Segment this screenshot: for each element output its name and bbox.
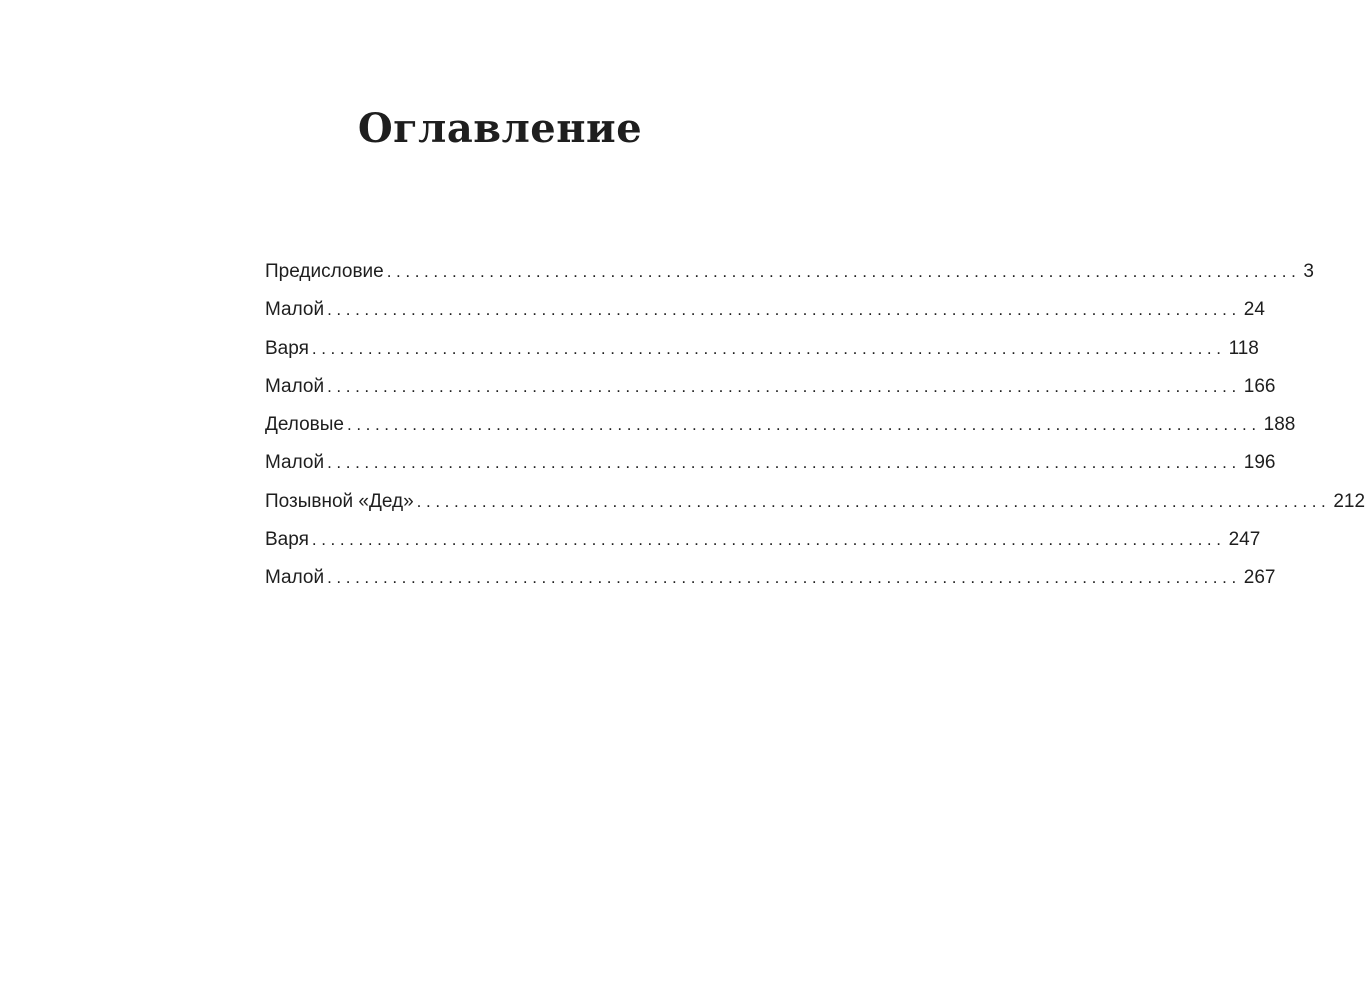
toc-entry-title: Деловые [265, 414, 344, 436]
toc-dot-leader: .................................................................................................. [327, 453, 1241, 473]
toc-entry-delovye[interactable] [265, 410, 1296, 448]
table-of-contents [265, 257, 1365, 602]
toc-entry-page: 212 [1333, 490, 1365, 512]
toc-entry-title: Малой [265, 375, 325, 397]
toc-dot-leader: .................................................................................................. [311, 338, 1226, 358]
toc-dot-leader: .................................................................................................. [327, 568, 1241, 588]
toc-dot-leader: .................................................................................................. [386, 262, 1301, 281]
toc-entry-page: 3 [1303, 261, 1314, 282]
toc-dot-leader: .................................................................................................. [327, 300, 1241, 320]
toc-entry-page: 247 [1228, 529, 1261, 551]
toc-entry-page: 166 [1243, 375, 1276, 397]
toc-entry-varya-1[interactable] [265, 334, 1259, 372]
toc-entry-maloy-4[interactable] [265, 563, 1276, 601]
toc-entry-varya-2[interactable] [265, 525, 1261, 563]
toc-entry-page: 267 [1243, 567, 1276, 589]
toc-entry-title: Малой [265, 299, 325, 321]
toc-entry-maloy-2[interactable] [265, 372, 1276, 410]
toc-entry-title: Малой [265, 567, 325, 589]
toc-entry-title: Предисловие [265, 261, 384, 282]
page-title: Оглавление [357, 104, 643, 152]
toc-dot-leader: .................................................................................................. [311, 530, 1226, 550]
toc-dot-leader: .................................................................................................. [347, 415, 1261, 435]
toc-entry-title: Позывной «Дед» [265, 490, 414, 512]
toc-dot-leader: .................................................................................................. [327, 376, 1241, 396]
toc-dot-leader: .................................................................................................. [416, 491, 1331, 511]
toc-entry-page: 196 [1243, 452, 1276, 474]
toc-entry-maloy-1[interactable] [265, 295, 1265, 333]
toc-entry-page: 188 [1263, 414, 1296, 436]
toc-entry-maloy-3[interactable] [265, 448, 1276, 486]
toc-entry-pozyvnoy-ded[interactable] [265, 487, 1365, 525]
toc-entry-title: Варя [265, 337, 309, 359]
toc-entry-title: Варя [265, 529, 309, 551]
toc-entry-title: Малой [265, 452, 325, 474]
toc-entry-page: 118 [1228, 337, 1259, 359]
toc-entry-preface[interactable] [265, 257, 1314, 295]
toc-entry-page: 24 [1243, 299, 1265, 321]
